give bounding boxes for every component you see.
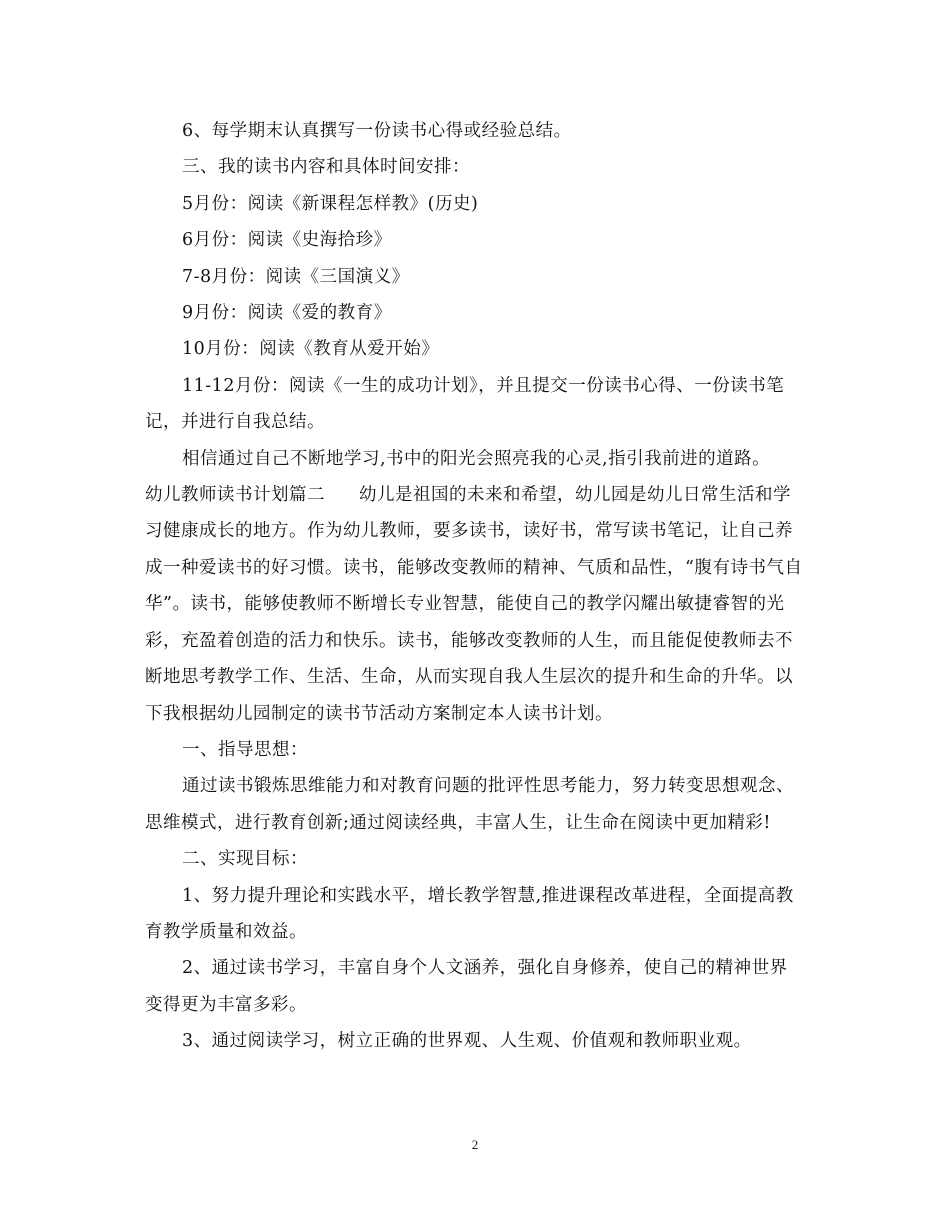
schedule-item-may: 5月份：阅读《新课程怎样教》(历史) — [182, 193, 479, 214]
paragraph-reflection-summary: 6、每学期末认真撰写一份读书心得或经验总结。 — [182, 121, 572, 141]
page-number: 2 — [471, 1137, 479, 1152]
heading-reading-schedule: 三、我的读书内容和具体时间安排： — [182, 157, 470, 178]
document-body — [145, 113, 805, 1060]
heading-guiding-ideology: 一、指导思想： — [182, 739, 308, 760]
schedule-item-october: 10月份：阅读《教育从爱开始》 — [182, 339, 440, 360]
paragraph-guiding-ideology: 通过读书锻炼思维能力和对教育问题的批评性思考能力，努力转变思想观念、思维模式，进行教育创新;通过阅读经典，丰富人生，让生命在阅读中更加精彩! — [145, 776, 794, 833]
goal-item-3: 3、通过阅读学习，树立正确的世界观、人生观、价值观和教师职业观。 — [182, 1031, 752, 1052]
schedule-item-september: 9月份：阅读《爱的教育》 — [182, 303, 392, 324]
goal-item-1: 1、努力提升理论和实践水平，增长教学智慧,推进课程改革进程，全面提高教育教学质量和效益。 — [145, 885, 794, 942]
schedule-item-july-august: 7-8月份：阅读《三国演义》 — [182, 266, 410, 287]
intro-text: 幼儿是祖国的未来和希望，幼儿园是幼儿日常生活和学习健康成长的地方。作为幼儿教师，要多读书，读好书，常写读书笔记，让自己养成一种爱读书的好习惯。读书，能够改变教师的精神、气质和品性，“腹有诗书气自华”。读书，能够使教师不断增长专业智慧，能使自己的教学闪耀出敏捷睿智的光彩，充盈着创造的活力和快乐。读书，能够改变教师的人生，而且能促使教师去不断地思考教学工作、生活、生命，从而实现自我人生层次的提升和生命的升华。以下我根据幼儿园制定的读书节活动方案制定本人读书计划。 — [145, 485, 803, 724]
schedule-item-june: 6月份：阅读《史海拾珍》 — [182, 230, 392, 251]
section-title: 幼儿教师读书计划篇二 — [145, 485, 325, 506]
schedule-item-november-december: 11-12月份：阅读《一生的成功计划》，并且提交一份读书心得、一份读书笔记，并进行自我总结。 — [145, 375, 785, 433]
heading-goals: 二、实现目标： — [182, 849, 308, 870]
paragraph-closing-statement: 相信通过自己不断地学习,书中的阳光会照亮我的心灵,指引我前进的道路。 — [182, 448, 771, 469]
paragraph-intro — [145, 477, 805, 732]
goal-item-2: 2、通过读书学习，丰富自身个人文涵养，强化自身修养，使自己的精神世界变得更为丰富多彩。 — [145, 958, 788, 1015]
